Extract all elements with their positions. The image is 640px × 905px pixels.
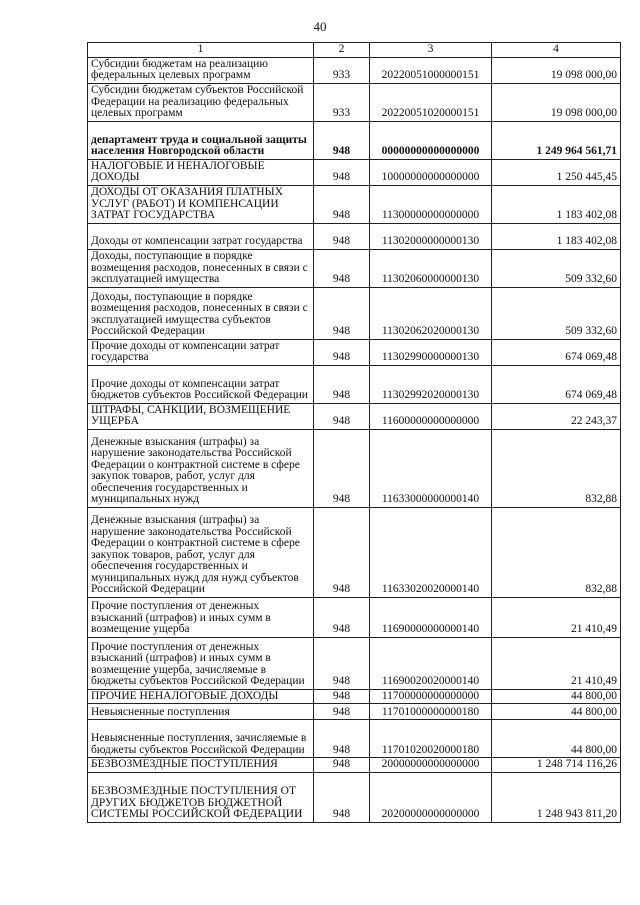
row-amount: 44 800,00	[492, 704, 621, 720]
table-row	[88, 223, 621, 249]
row-admin-code: 948	[314, 249, 370, 287]
table-row	[88, 720, 621, 758]
column-header-4: 4	[492, 43, 621, 58]
row-budget-code: 11701020020000180	[370, 720, 492, 758]
column-header-1: 1	[88, 43, 314, 58]
row-name: Субсидии бюджетам субъектов Российской Федерации на реализацию федеральных целевых программ	[88, 83, 314, 121]
row-amount: 19 098 000,00	[492, 83, 621, 121]
row-budget-code: 11302990000000130	[370, 339, 492, 365]
row-name: ШТРАФЫ, САНКЦИИ, ВОЗМЕЩЕНИЕ УЩЕРБА	[88, 403, 314, 429]
row-amount: 1 183 402,08	[492, 185, 621, 223]
row-name: НАЛОГОВЫЕ И НЕНАЛОГОВЫЕ ДОХОДЫ	[88, 159, 314, 185]
row-budget-code: 20200000000000000	[370, 772, 492, 822]
table-row	[88, 597, 621, 637]
row-admin-code: 948	[314, 365, 370, 403]
row-budget-code: 10000000000000000	[370, 159, 492, 185]
table-row	[88, 287, 621, 339]
row-budget-code: 20220051000000151	[370, 57, 492, 83]
table-row	[88, 758, 621, 773]
row-amount: 509 332,60	[492, 249, 621, 287]
table-row	[88, 365, 621, 403]
row-amount: 19 098 000,00	[492, 57, 621, 83]
column-header-3: 3	[370, 43, 492, 58]
table-row	[88, 57, 621, 83]
row-budget-code: 11633000000000140	[370, 429, 492, 507]
row-admin-code: 948	[314, 287, 370, 339]
row-amount: 674 069,48	[492, 365, 621, 403]
table-row	[88, 689, 621, 704]
row-budget-code: 11302992020000130	[370, 365, 492, 403]
row-amount: 509 332,60	[492, 287, 621, 339]
table-row	[88, 772, 621, 822]
row-budget-code: 11300000000000000	[370, 185, 492, 223]
table-row	[88, 249, 621, 287]
row-admin-code: 948	[314, 185, 370, 223]
table-row	[88, 429, 621, 507]
row-budget-code: 11302000000000130	[370, 223, 492, 249]
row-admin-code: 948	[314, 772, 370, 822]
table-row	[88, 185, 621, 223]
row-budget-code: 11700000000000000	[370, 689, 492, 704]
row-name: ДОХОДЫ ОТ ОКАЗАНИЯ ПЛАТНЫХ УСЛУГ (РАБОТ) И КОМПЕНСАЦИИ ЗАТРАТ ГОСУДАРСТВА	[88, 185, 314, 223]
row-admin-code: 948	[314, 758, 370, 773]
row-amount: 832,88	[492, 429, 621, 507]
row-amount: 44 800,00	[492, 689, 621, 704]
row-amount: 21 410,49	[492, 597, 621, 637]
row-name: БЕЗВОЗМЕЗДНЫЕ ПОСТУПЛЕНИЯ	[88, 758, 314, 773]
table-row	[88, 159, 621, 185]
row-amount: 1 250 445,45	[492, 159, 621, 185]
row-name: Прочие доходы от компенсации затрат бюджетов субъектов Российской Федерации	[88, 365, 314, 403]
row-name: Денежные взыскания (штрафы) за нарушение законодательства Российской Федерации о контрактной системе в сфере закупок товаров, работ, услуг для обеспечения государственных и муниципальных нужд для нужд субъектов Российской Федерации	[88, 507, 314, 597]
row-name: ПРОЧИЕ НЕНАЛОГОВЫЕ ДОХОДЫ	[88, 689, 314, 704]
row-amount: 22 243,37	[492, 403, 621, 429]
row-name: департамент труда и социальной защиты населения Новгородской области	[88, 121, 314, 159]
table-row	[88, 507, 621, 597]
row-amount: 44 800,00	[492, 720, 621, 758]
row-admin-code: 933	[314, 83, 370, 121]
row-budget-code: 11701000000000180	[370, 704, 492, 720]
row-admin-code: 948	[314, 720, 370, 758]
revenue-table	[87, 42, 621, 823]
row-budget-code: 20000000000000000	[370, 758, 492, 773]
row-amount: 1 248 943 811,20	[492, 772, 621, 822]
row-admin-code: 933	[314, 57, 370, 83]
row-amount: 1 249 964 561,71	[492, 121, 621, 159]
row-name: Доходы от компенсации затрат государства	[88, 223, 314, 249]
row-budget-code: 11302060000000130	[370, 249, 492, 287]
table-row	[88, 83, 621, 121]
row-budget-code: 20220051020000151	[370, 83, 492, 121]
page-number: 40	[313, 19, 327, 34]
row-admin-code: 948	[314, 339, 370, 365]
table-row	[88, 704, 621, 720]
row-admin-code: 948	[314, 159, 370, 185]
column-header-2: 2	[314, 43, 370, 58]
row-admin-code: 948	[314, 403, 370, 429]
row-amount: 832,88	[492, 507, 621, 597]
row-admin-code: 948	[314, 223, 370, 249]
row-admin-code: 948	[314, 704, 370, 720]
row-amount: 1 183 402,08	[492, 223, 621, 249]
row-budget-code: 11633020020000140	[370, 507, 492, 597]
row-amount: 674 069,48	[492, 339, 621, 365]
table-header-row	[88, 43, 621, 58]
row-name: Доходы, поступающие в порядке возмещения расходов, понесенных в связи с эксплуатацией имущества	[88, 249, 314, 287]
table-row	[88, 121, 621, 159]
row-budget-code: 11690020020000140	[370, 637, 492, 689]
table-row	[88, 637, 621, 689]
row-admin-code: 948	[314, 121, 370, 159]
row-name: Невыясненные поступления	[88, 704, 314, 720]
row-amount: 1 248 714 116,26	[492, 758, 621, 773]
row-budget-code: 00000000000000000	[370, 121, 492, 159]
row-admin-code: 948	[314, 429, 370, 507]
row-name: Прочие доходы от компенсации затрат государства	[88, 339, 314, 365]
table-row	[88, 339, 621, 365]
row-name: Невыясненные поступления, зачисляемые в бюджеты субъектов Российской Федерации	[88, 720, 314, 758]
row-admin-code: 948	[314, 597, 370, 637]
row-budget-code: 11302062020000130	[370, 287, 492, 339]
row-admin-code: 948	[314, 507, 370, 597]
row-budget-code: 11690000000000140	[370, 597, 492, 637]
row-name: Прочие поступления от денежных взысканий (штрафов) и иных сумм в возмещение ущерба	[88, 597, 314, 637]
row-amount: 21 410,49	[492, 637, 621, 689]
row-name: Доходы, поступающие в порядке возмещения расходов, понесенных в связи с эксплуатацией имущества субъектов Российской Федерации	[88, 287, 314, 339]
row-budget-code: 11600000000000000	[370, 403, 492, 429]
table-row	[88, 403, 621, 429]
row-admin-code: 948	[314, 637, 370, 689]
row-name: БЕЗВОЗМЕЗДНЫЕ ПОСТУПЛЕНИЯ ОТ ДРУГИХ БЮДЖЕТОВ БЮДЖЕТНОЙ СИСТЕМЫ РОССИЙСКОЙ ФЕДЕРАЦИИ	[88, 772, 314, 822]
row-admin-code: 948	[314, 689, 370, 704]
row-name: Прочие поступления от денежных взысканий (штрафов) и иных сумм в возмещение ущерба, зачисляемые в бюджеты субъектов Российской Федерации	[88, 637, 314, 689]
row-name: Денежные взыскания (штрафы) за нарушение законодательства Российской Федерации о контрактной системе в сфере закупок товаров, работ, услуг для обеспечения государственных и муниципальных нужд	[88, 429, 314, 507]
row-name: Субсидии бюджетам на реализацию федеральных целевых программ	[88, 57, 314, 83]
